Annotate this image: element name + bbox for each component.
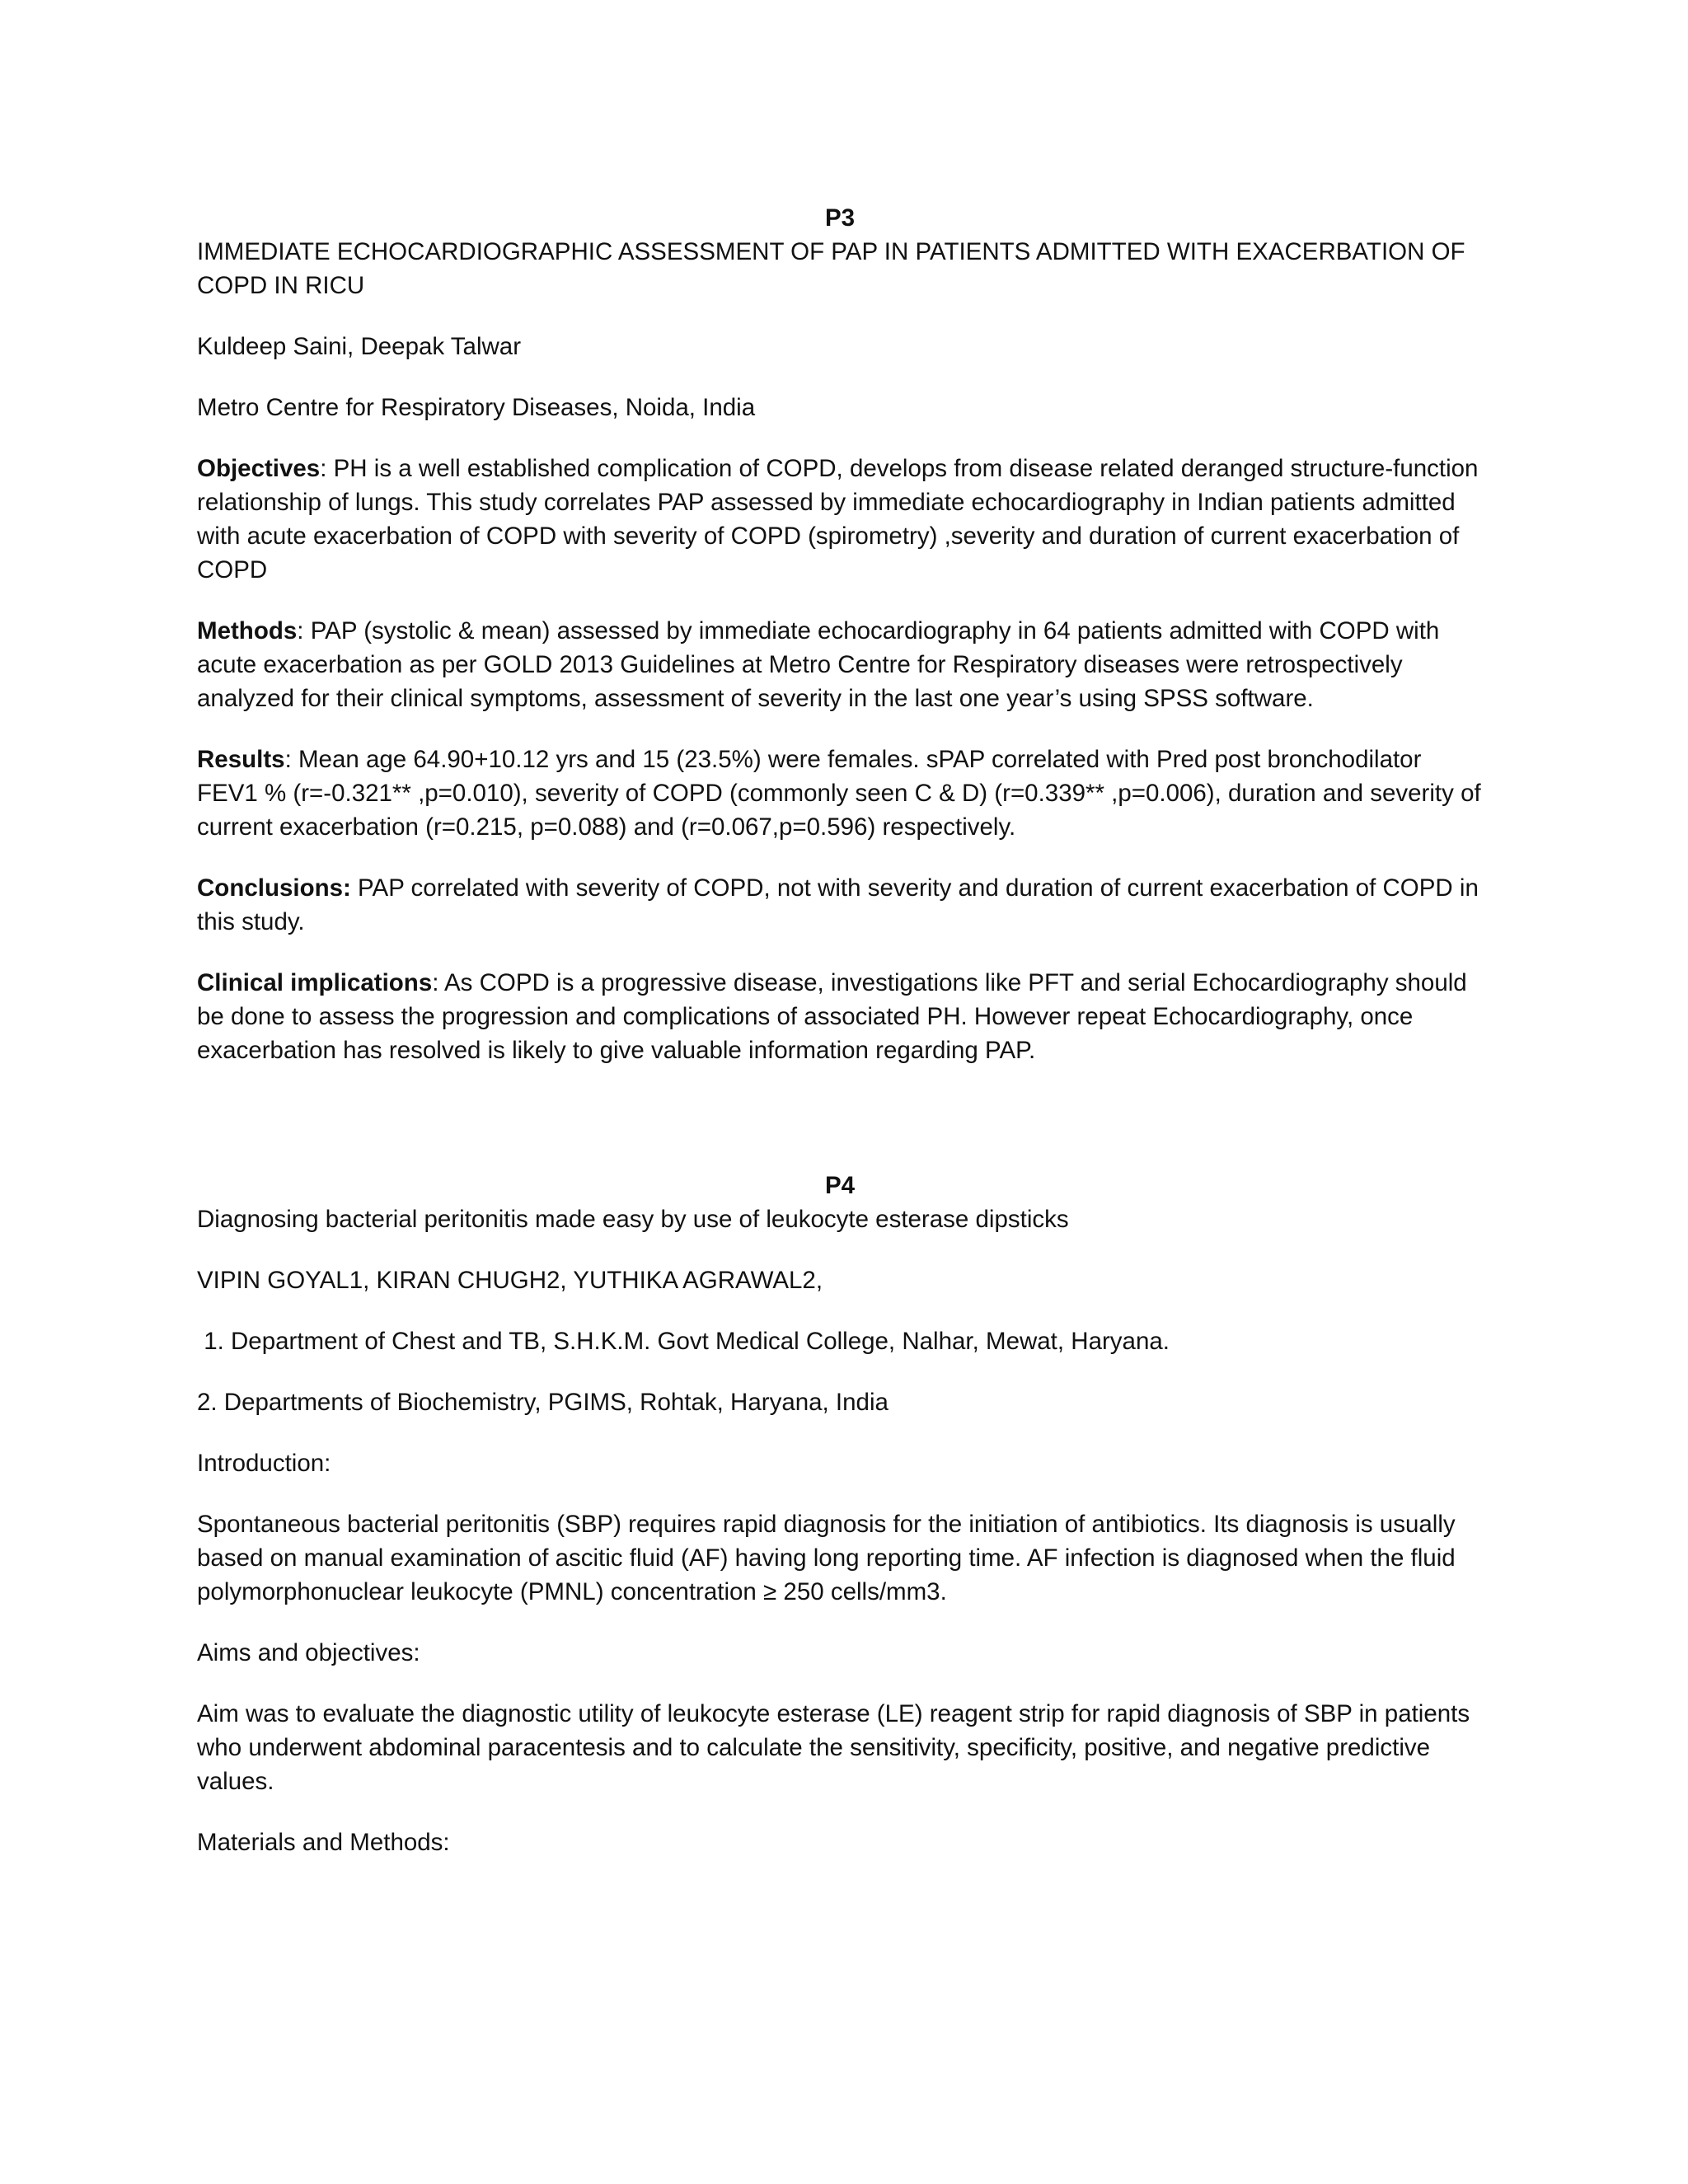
abstract-p3: [197, 201, 1483, 1067]
authors: VIPIN GOYAL1, KIRAN CHUGH2, YUTHIKA AGRAWAL2,: [197, 1267, 823, 1294]
section-text: PAP (systolic & mean) assessed by immediate echocardiography in 64 patients admitted with COPD with acute exacerbation as per GOLD 2013 Guidelines at Metro Centre for Respiratory diseases were retrospectively analyzed for their clinical symptoms, assessment of severity in the last one year’s using SPSS software.: [197, 617, 1440, 712]
clinical-implications-section: [197, 966, 1483, 1067]
abstract-label: P3: [824, 204, 856, 232]
section-heading: Conclusions:: [197, 874, 351, 902]
conclusions-section: [197, 871, 1483, 939]
aims-text: Aim was to evaluate the diagnostic utility of leukocyte esterase (LE) reagent strip for rapid diagnosis of SBP in patients who underwent abdominal paracentesis and to calculate the sensitivity, specificity, positive, and negative predictive values.: [197, 1700, 1470, 1795]
section-text: As COPD is a progressive disease, investigations like PFT and serial Echocardiography should be done to assess the progression and complications of associated PH. However repeat Echocardiography, once exacerbation has resolved is likely to give valuable information regarding PAP.: [197, 969, 1467, 1064]
methods-section: [197, 614, 1483, 715]
section-heading: Methods: [197, 617, 298, 644]
results-section: [197, 743, 1483, 844]
section-separator: :: [320, 455, 334, 482]
abstract-p4: [197, 1169, 1483, 1859]
section-text: PAP correlated with severity of COPD, not with severity and duration of current exacerbation of COPD in this study.: [197, 874, 1479, 935]
section-separator: :: [297, 617, 311, 644]
section-heading: Results: [197, 746, 285, 773]
section-heading: Objectives: [197, 455, 321, 482]
authors: Kuldeep Saini, Deepak Talwar: [197, 333, 522, 360]
section-separator: [351, 874, 358, 902]
affiliation-1: 1. Department of Chest and TB, S.H.K.M. Govt Medical College, Nalhar, Mewat, Haryana.: [197, 1328, 1170, 1355]
spacer: [197, 1094, 1483, 1169]
introduction-text: Spontaneous bacterial peritonitis (SBP) requires rapid diagnosis for the initiation of antibiotics. Its diagnosis is usually based on manual examination of ascitic fluid (AF) having long reporting time. AF infection is diagnosed when the fluid polymorphonuclear leukocyte (PMNL) concentration ≥ 250 cells/mm3.: [197, 1511, 1456, 1605]
objectives-section: [197, 452, 1483, 587]
affiliation: Metro Centre for Respiratory Diseases, Noida, India: [197, 394, 756, 421]
section-text: Mean age 64.90+10.12 yrs and 15 (23.5%) were females. sPAP correlated with Pred post bronchodilator FEV1 % (r=-0.321** ,p=0.010), severity of COPD (commonly seen C & D) (r=0.339** ,p=0.006), duration and severity of current exacerbation (r=0.215, p=0.088) and (r=0.067,p=0.596) respectively.: [197, 746, 1481, 841]
abstract-title: IMMEDIATE ECHOCARDIOGRAPHIC ASSESSMENT OF PAP IN PATIENTS ADMITTED WITH EXACERBATION OF COPD IN RICU: [197, 238, 1465, 299]
document-page: [197, 201, 1483, 1886]
materials-methods-heading: Materials and Methods:: [197, 1829, 450, 1856]
abstract-label: P4: [824, 1172, 856, 1199]
introduction-heading: Introduction:: [197, 1450, 331, 1477]
section-separator: :: [432, 969, 444, 996]
section-separator: :: [284, 746, 298, 773]
section-heading: Clinical implications: [197, 969, 433, 996]
abstract-title: Diagnosing bacterial peritonitis made easy by use of leukocyte esterase dipsticks: [197, 1206, 1069, 1233]
aims-heading: Aims and objectives:: [197, 1639, 420, 1666]
affiliation-2: 2. Departments of Biochemistry, PGIMS, Rohtak, Haryana, India: [197, 1389, 889, 1416]
section-text: PH is a well established complication of COPD, develops from disease related deranged structure-function relationship of lungs. This study correlates PAP assessed by immediate echocardiography in Indian patients admitted with acute exacerbation of COPD with severity of COPD (spirometry) ,severity and duration of current exacerbation of COPD: [197, 455, 1479, 583]
